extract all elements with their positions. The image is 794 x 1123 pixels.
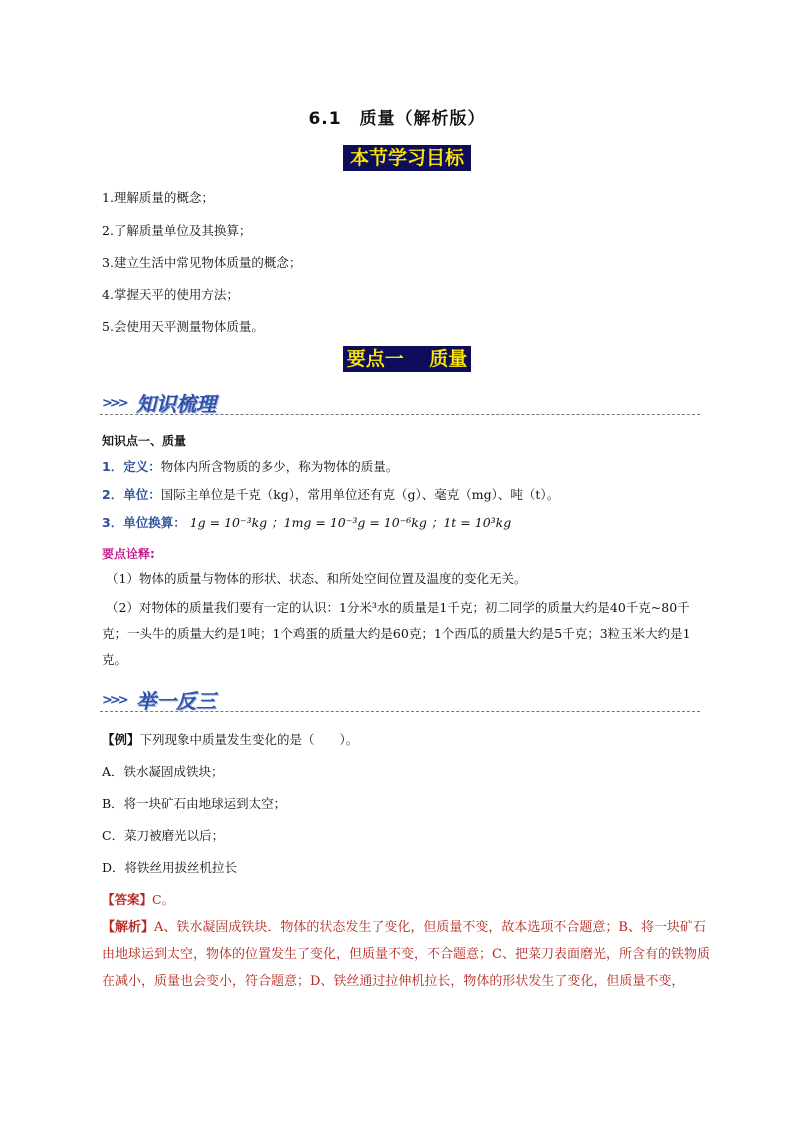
analysis-text: A、铁水凝固成铁块．物体的状态发生了变化，但质量不变，故本选项不合题意；B、将一块矿石由地球运到太空，物体的位置发生了变化，但质量不变，不合题意；C、把菜刀表面磨光，所含有的铁物质在减小，质量也会变小，符合题意；D、铁丝通过拉伸机拉长，物体的形状发生了变化，但质量不变， bbox=[102, 920, 710, 989]
dashed-divider bbox=[100, 711, 700, 712]
option-c: C．菜刀被磨光以后； bbox=[102, 828, 225, 843]
answer-label: 【答案】 bbox=[102, 892, 153, 907]
unit-line bbox=[102, 485, 559, 503]
conversion-formula: 1g = 10⁻³kg ；1mg = 10⁻³g = 10⁻⁶kg ；1t = 10³kg bbox=[189, 515, 512, 530]
key-point-banner: 要点一 质量 bbox=[343, 346, 471, 372]
page-title: 6.1 质量（解析版） bbox=[308, 109, 486, 129]
conversion-line bbox=[102, 513, 511, 531]
question-text: 下列现象中质量发生变化的是（ ）。 bbox=[139, 732, 359, 747]
notes-paragraph-1: （1）物体的质量与物体的形状、状态、和所处空间位置及温度的变化无关。 bbox=[106, 571, 527, 586]
conversion-label: 3．单位换算： bbox=[102, 515, 186, 530]
goal-item: 3.建立生活中常见物体质量的概念； bbox=[102, 255, 302, 270]
goal-item: 2.了解质量单位及其换算； bbox=[102, 223, 252, 238]
definition-line bbox=[102, 457, 398, 475]
section-title: 知识梳理 bbox=[136, 392, 216, 416]
triple-arrow-icon: >>> bbox=[102, 693, 126, 708]
unit-label: 2．单位： bbox=[102, 487, 161, 502]
option-b: B．将一块矿石由地球运到太空； bbox=[102, 796, 287, 811]
goal-item: 1.理解质量的概念； bbox=[102, 190, 214, 205]
section-title: 举一反三 bbox=[136, 689, 216, 713]
example-question bbox=[102, 730, 358, 748]
knowledge-review-header bbox=[100, 388, 700, 418]
option-d: D．将铁丝用拔丝机拉长 bbox=[102, 860, 238, 875]
notes-heading: 要点诠释: bbox=[102, 547, 155, 561]
dashed-divider bbox=[100, 414, 700, 415]
definition-label: 1．定义： bbox=[102, 459, 161, 474]
example-label: 【例】 bbox=[102, 732, 140, 747]
analysis-paragraph bbox=[102, 914, 712, 995]
goal-item: 5.会使用天平测量物体质量。 bbox=[102, 319, 264, 334]
goal-item: 4.掌握天平的使用方法； bbox=[102, 287, 239, 302]
analysis-label: 【解析】 bbox=[102, 920, 155, 935]
unit-text: 国际主单位是千克（kg），常用单位还有克（g）、毫克（mg）、吨（t）。 bbox=[160, 487, 560, 502]
examples-header bbox=[100, 685, 700, 715]
option-a: A．铁水凝固成铁块； bbox=[102, 764, 224, 779]
learning-goals-banner: 本节学习目标 bbox=[343, 145, 471, 171]
triple-arrow-icon: >>> bbox=[102, 396, 126, 411]
knowledge-heading: 知识点一、质量 bbox=[102, 434, 187, 448]
answer-line bbox=[102, 890, 174, 908]
notes-paragraph-2: （2）对物体的质量我们要有一定的认识：1分米³水的质量是1千克；初二同学的质量大约是40千克~80千克；一头牛的质量大约是1吨；1个鸡蛋的质量大约是60克；1个西瓜的质量大约是5千克；3粒玉米大约是1克。 bbox=[102, 600, 691, 667]
definition-text: 物体内所含物质的多少，称为物体的质量。 bbox=[160, 459, 399, 474]
answer-text: C。 bbox=[152, 892, 175, 907]
